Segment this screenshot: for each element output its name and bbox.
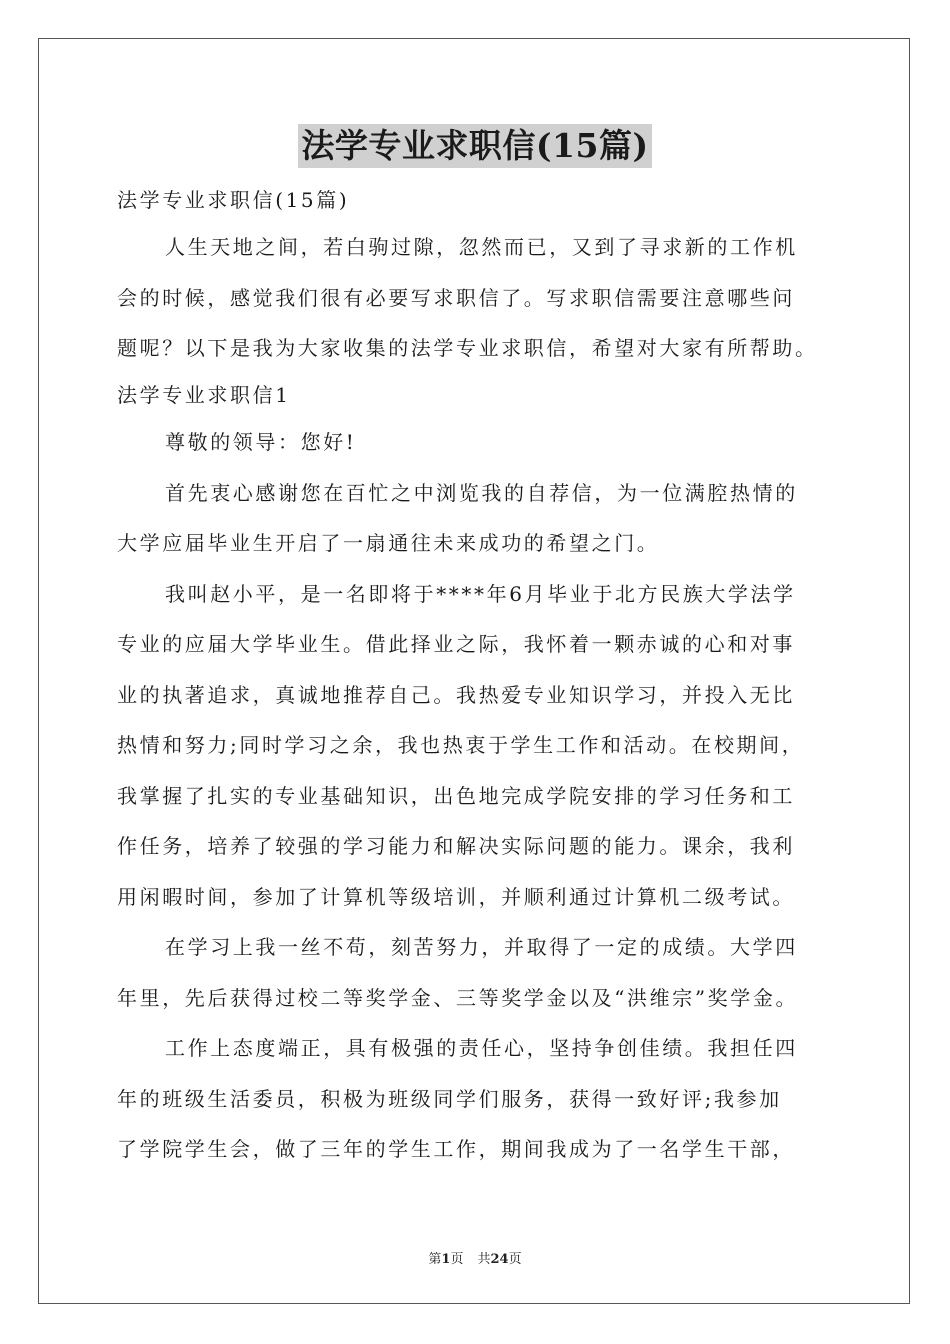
- paragraph-line: 年的班级生活委员，积极为班级同学们服务，获得一致好评;我参加: [117, 1086, 782, 1111]
- current-page-number: 1: [441, 1252, 451, 1267]
- total-prefix: 共: [477, 1252, 491, 1267]
- document-body: [117, 178, 847, 1178]
- paragraph-line: 大学应届毕业生开启了一扇通往未来成功的希望之门。: [117, 531, 660, 555]
- paragraph-line: 了学院学生会，做了三年的学生工作，期间我成为了一名学生干部，: [117, 1137, 795, 1161]
- paragraph-line: 会的时候，感觉我们很有必要写求职信了。写求职信需要注意哪些问: [117, 285, 795, 310]
- page-footer: [0, 1248, 950, 1267]
- page-suffix: 页: [450, 1252, 464, 1267]
- paragraph-line: 专业的应届大学毕业生。借此择业之际，我怀着一颗赤诚的心和对事: [117, 632, 795, 656]
- paragraph-line: 我叫赵小平，是一名即将于****年6月毕业于北方民族大学法学: [165, 581, 796, 606]
- paragraph-line: 作任务，培养了较强的学习能力和解决实际问题的能力。课余，我利: [117, 834, 795, 858]
- title-container: [0, 124, 950, 168]
- paragraph-line: 业的执著追求，真诚地推荐自己。我热爱专业知识学习，并投入无比: [117, 682, 795, 707]
- subtitle-line: 法学专业求职信(15篇): [117, 188, 350, 212]
- paragraph-line: 在学习上我一丝不苟，刻苦努力，并取得了一定的成绩。大学四: [165, 935, 798, 959]
- salutation-line: 尊敬的领导：您好!: [165, 430, 357, 454]
- document-title: 法学专业求职信(15篇): [298, 124, 651, 168]
- section-heading: 法学专业求职信1: [117, 383, 291, 407]
- paragraph-line: 用闲暇时间，参加了计算机等级培训，并顺利通过计算机二级考试。: [117, 884, 795, 909]
- paragraph-line: 人生天地之间，若白驹过隙，忽然而已，又到了寻求新的工作机: [165, 235, 798, 259]
- paragraph-line: 我掌握了扎实的专业基础知识，出色地完成学院安排的学习任务和工: [117, 783, 795, 808]
- total-page-number: 24: [490, 1252, 509, 1267]
- page-prefix: 第: [428, 1252, 442, 1267]
- paragraph-line: 热情和努力;同时学习之余，我也热衷于学生工作和活动。在校期间，: [117, 733, 805, 757]
- total-suffix: 页: [508, 1252, 522, 1267]
- paragraph-line: 工作上态度端正，具有极强的责任心，坚持争创佳绩。我担任四: [165, 1036, 798, 1060]
- paragraph-line: 首先衷心感谢您在百忙之中浏览我的自荐信，为一位满腔热情的: [165, 480, 798, 505]
- paragraph-line: 年里，先后获得过校二等奖学金、三等奖学金以及“洪维宗”奖学金。: [117, 985, 799, 1010]
- paragraph-line: 题呢？以下是我为大家收集的法学专业求职信，希望对大家有所帮助。: [117, 336, 818, 360]
